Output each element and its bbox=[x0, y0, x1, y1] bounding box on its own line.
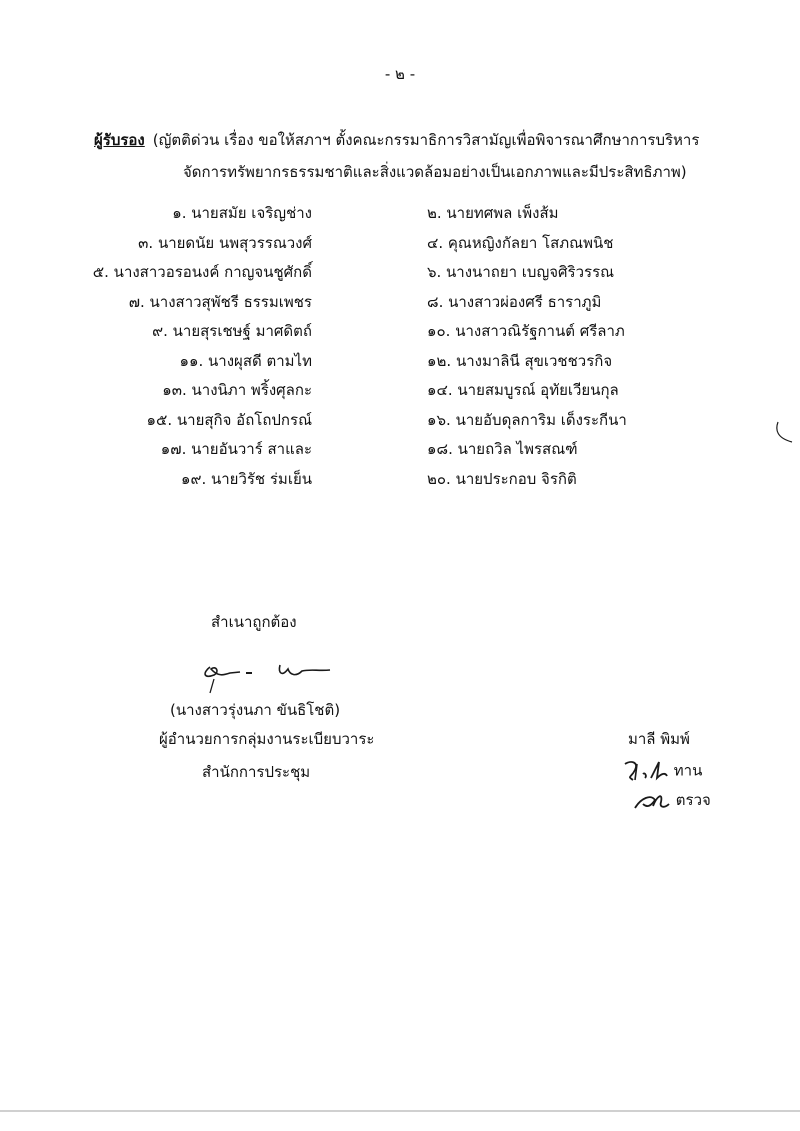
endorser-name: ๑๔. นายสมบูรณ์ อุทัยเวียนกุล bbox=[427, 381, 619, 399]
endorser-name: ๑๓. นางนิภา พริ้งศุลกะ bbox=[162, 381, 312, 399]
list-row bbox=[0, 408, 800, 438]
reviewer-note bbox=[621, 758, 702, 784]
endorser-name: ๑๗. นายอันวาร์ สาและ bbox=[160, 440, 312, 458]
list-row bbox=[0, 319, 800, 349]
endorser-name: ๒๐. นายประกอบ จิรกิติ bbox=[427, 469, 577, 488]
list-row bbox=[0, 378, 800, 408]
endorser-name: ๗. นางสาวสุพัชรี ธรรมเพชร bbox=[128, 292, 312, 311]
endorser-name: ๑. นายสมัย เจริญช่าง bbox=[172, 204, 312, 222]
motion-title-line-2: จัดการทรัพยากรธรรมชาติและสิ่งแวดล้อมอย่างเป็นเอกภาพและมีประสิทธิภาพ) bbox=[183, 163, 687, 181]
endorser-name: ๓. นายดนัย นพสุวรรณวงศ์ bbox=[138, 233, 312, 252]
endorser-name: ๑๘. นายถวิล ไพรสณฑ์ bbox=[427, 440, 578, 458]
list-row bbox=[0, 231, 800, 261]
certifier-signature bbox=[200, 655, 340, 699]
reviewer-initials bbox=[621, 758, 669, 784]
endorser-name: ๖. นางนาถยา เบญจศิริวรรณ bbox=[427, 263, 615, 281]
certifier-name: (นางสาวรุ่งนภา ขันธิโชติ) bbox=[170, 701, 341, 719]
scan-mark bbox=[772, 420, 794, 450]
endorser-name: ๒. นายทศพล เพ็งส้ม bbox=[427, 204, 559, 222]
list-row bbox=[0, 201, 800, 231]
page-number: - ๒ - bbox=[384, 65, 416, 83]
list-row bbox=[0, 290, 800, 320]
endorsers-label: ผู้รับรอง bbox=[94, 131, 145, 149]
endorser-name: ๘. นางสาวผ่องศรี ธาราภูมิ bbox=[427, 292, 602, 311]
list-row bbox=[0, 349, 800, 379]
endorsers-list bbox=[0, 201, 800, 496]
endorser-name: ๑๐. นางสาวณิรัฐกานต์ ศรีลาภ bbox=[427, 322, 625, 340]
endorser-name: ๑๕. นายสุกิจ อัถโถปกรณ์ bbox=[146, 410, 312, 429]
list-row bbox=[0, 467, 800, 497]
checker-initials bbox=[631, 790, 671, 812]
list-row bbox=[0, 437, 800, 467]
endorser-name: ๑๒. นางมาลินี สุขเวชชวรกิจ bbox=[427, 351, 613, 370]
scan-edge bbox=[0, 1110, 800, 1112]
checker-role: ตรวจ bbox=[675, 791, 711, 809]
endorser-name: ๑๙. นายวิรัช ร่มเย็น bbox=[180, 469, 312, 488]
reviewer-role: ทาน bbox=[673, 761, 703, 780]
endorser-name: ๔. คุณหญิงกัลยา โสภณพนิช bbox=[427, 233, 614, 252]
endorser-name: ๕. นางสาวอรอนงค์ กาญจนชูศักดิ์ bbox=[92, 263, 312, 281]
checker-note bbox=[631, 788, 711, 812]
header-line-1 bbox=[94, 128, 699, 152]
typist-note: มาลี พิมพ์ bbox=[628, 730, 690, 748]
motion-title-line-1: (ญัตติด่วน เรื่อง ขอให้สภาฯ ตั้งคณะกรรมาธิการวิสามัญเพื่อพิจารณาศึกษาการบริหาร bbox=[152, 131, 700, 149]
certifier-office: สำนักการประชุม bbox=[202, 763, 311, 781]
endorser-name: ๙. นายสุรเชษฐ์ มาศดิตถ์ bbox=[152, 322, 312, 340]
endorser-name: ๑๖. นายอับดุลการิม เด็งระกีนา bbox=[427, 410, 627, 429]
certifier-position: ผู้อำนวยการกลุ่มงานระเบียบวาระ bbox=[159, 730, 375, 748]
list-row bbox=[0, 260, 800, 290]
certified-copy-heading: สำเนาถูกต้อง bbox=[211, 613, 297, 631]
endorser-name: ๑๑. นางผุสดี ตามไท bbox=[179, 351, 312, 370]
